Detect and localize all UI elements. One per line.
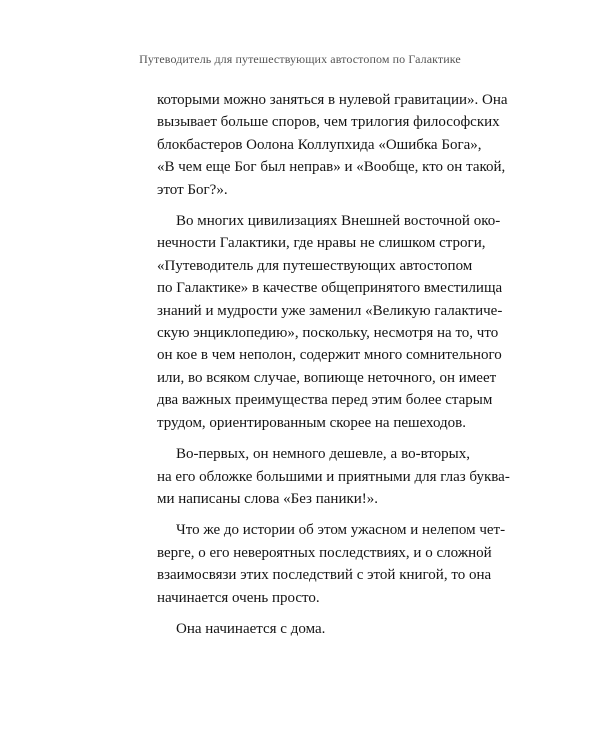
text-line: нечности Галактики, где нравы не слишком строги, bbox=[157, 235, 486, 252]
text-line: Она начинается с дома. bbox=[176, 620, 326, 637]
text-line: или, во всяком случае, вопиюще неточного, он имеет bbox=[157, 369, 497, 386]
text-line: Что же до истории об этом ужасном и нелепом чет- bbox=[176, 522, 506, 539]
paragraph-2 bbox=[157, 210, 503, 434]
text-line: Во-первых, он немного дешевле, а во-вторых, bbox=[176, 446, 470, 463]
text-line: блокбастеров Оолона Коллупхида «Ошибка Бога», bbox=[157, 136, 482, 153]
text-line: взаимосвязи этих последствий с этой книгой, то она bbox=[157, 567, 492, 584]
text-line: на его обложке большими и приятными для глаз буква- bbox=[157, 468, 510, 485]
text-line: начинается очень просто. bbox=[157, 589, 320, 606]
paragraph-3 bbox=[157, 443, 510, 510]
text-line: скую энциклопедию», поскольку, несмотря на то, что bbox=[157, 325, 499, 342]
text-line: вызывает больше споров, чем трилогия философских bbox=[157, 114, 500, 131]
text-line: два важных преимущества перед этим более старым bbox=[157, 392, 493, 409]
text-line: по Галактике» в качестве общепринятого вместилища bbox=[157, 280, 503, 297]
text-line: ми написаны слова «Без паники!». bbox=[157, 490, 379, 507]
text-line: верге, о его невероятных последствиях, и о сложной bbox=[157, 544, 492, 561]
paragraph-5 bbox=[157, 618, 470, 640]
running-header: Путеводитель для путешествующих автостопом по Галактике bbox=[139, 52, 461, 66]
paragraph-1 bbox=[157, 89, 508, 201]
text-line: «В чем еще Бог был неправ» и «Вообще, кто он такой, bbox=[157, 159, 506, 176]
text-line: «Путеводитель для путешествующих автостопом bbox=[157, 257, 473, 274]
text-line: этот Бог?». bbox=[157, 181, 228, 198]
text-line: трудом, ориентированным скорее на пешеходов. bbox=[157, 414, 466, 431]
text-line: Во многих цивилизациях Внешней восточной око- bbox=[176, 213, 501, 230]
text-line: которыми можно заняться в нулевой гравитации». Она bbox=[157, 92, 508, 108]
paragraph-4 bbox=[157, 519, 506, 609]
text-line: он кое в чем неполон, содержит много сомнительного bbox=[157, 347, 502, 364]
page-body-text bbox=[157, 89, 510, 649]
text-line: знаний и мудрости уже заменил «Великую галактиче- bbox=[157, 302, 503, 319]
